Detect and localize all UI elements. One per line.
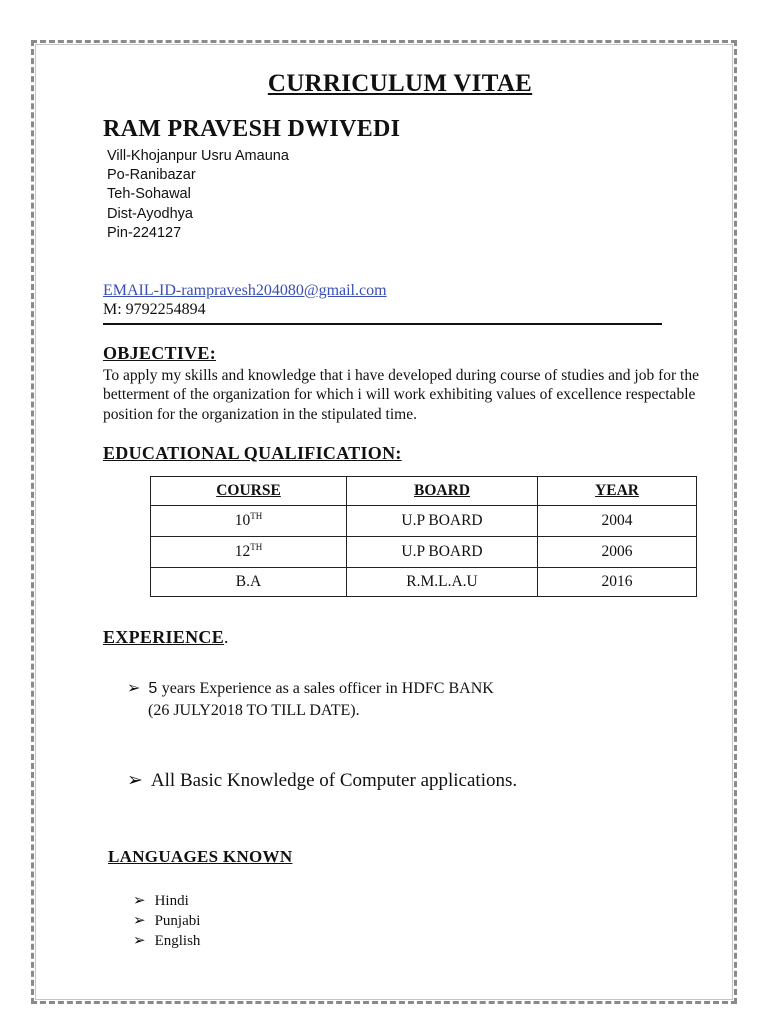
experience-item-text: years Experience as a sales officer in HDFC BANK — [161, 680, 494, 697]
address-line: Pin-224127 — [107, 224, 182, 241]
board-cell: U.P BOARD — [347, 506, 538, 537]
mobile-number: M: 9792254894 — [103, 301, 206, 318]
course-cell — [151, 506, 347, 537]
column-header-year: YEAR — [538, 477, 697, 506]
objective-text: To apply my skills and knowledge that i have developed during course of studies and job for the betterment of the organization for which i will work exhibiting values of excellence respectable position for the organization in the stipulated time. — [103, 367, 699, 423]
year-cell: 2004 — [538, 506, 697, 537]
table-header-row — [151, 477, 697, 506]
experience-item-dates: (26 JULY2018 TO TILL DATE). — [148, 702, 360, 719]
list-item — [133, 911, 200, 931]
address-line: Dist-Ayodhya — [107, 205, 193, 222]
language-name: English — [154, 933, 201, 949]
table-row — [151, 536, 697, 567]
candidate-name: RAM PRAVESH DWIVEDI — [103, 116, 401, 142]
board-cell: R.M.L.A.U — [347, 567, 538, 596]
table-row — [151, 506, 697, 537]
course-cell — [151, 536, 347, 567]
list-item — [133, 931, 200, 951]
year-cell: 2006 — [538, 536, 697, 567]
course-name: 12 — [234, 543, 251, 561]
education-table — [150, 476, 697, 597]
education-heading: EDUCATIONAL QUALIFICATION: — [103, 443, 402, 463]
address-line: Po-Ranibazar — [107, 167, 196, 184]
experience-heading — [103, 627, 229, 648]
address-block — [107, 147, 289, 243]
table-row — [151, 567, 697, 596]
column-header-board: BOARD — [347, 477, 538, 506]
board-cell: U.P BOARD — [347, 536, 538, 567]
experience-item-lead: 5 — [148, 680, 162, 697]
column-header-course: COURSE — [151, 477, 347, 506]
experience-item-text: All Basic Knowledge of Computer applications. — [150, 770, 518, 791]
language-name: Punjabi — [154, 913, 201, 929]
course-name: B.A — [235, 572, 262, 590]
objective-heading: OBJECTIVE: — [103, 343, 217, 363]
experience-item — [127, 769, 517, 792]
languages-list — [133, 891, 200, 951]
experience-item — [127, 678, 494, 698]
document-title: CURRICULUM VITAE — [267, 70, 533, 97]
address-line: Teh-Sohawal — [107, 186, 191, 203]
experience-heading-text: EXPERIENCE — [103, 627, 225, 647]
course-superscript: TH — [250, 511, 263, 522]
arrowhead-bullet-icon: ➢ — [127, 680, 141, 697]
course-cell — [151, 567, 347, 596]
header-divider — [103, 323, 662, 325]
arrowhead-bullet-icon: ➢ — [133, 913, 146, 929]
experience-heading-suffix: . — [224, 627, 229, 647]
arrowhead-bullet-icon: ➢ — [133, 893, 146, 909]
arrowhead-bullet-icon: ➢ — [127, 770, 143, 791]
language-name: Hindi — [154, 893, 189, 909]
address-line: Vill-Khojanpur Usru Amauna — [107, 148, 289, 164]
arrowhead-bullet-icon: ➢ — [133, 933, 146, 949]
course-name: 10 — [234, 512, 251, 530]
languages-heading: LANGUAGES KNOWN — [108, 847, 293, 866]
year-cell: 2016 — [538, 567, 697, 596]
course-superscript: TH — [250, 542, 263, 553]
list-item — [133, 891, 200, 911]
email-link[interactable]: EMAIL-ID-rampravesh204080@gmail.com — [103, 282, 387, 299]
